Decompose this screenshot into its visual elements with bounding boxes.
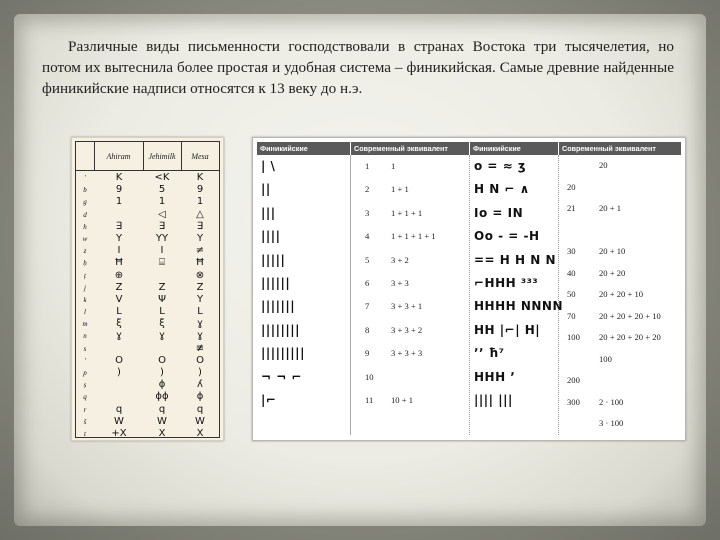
alphabet-cell: m xyxy=(82,320,88,329)
numerals-header-modern-2: Современный эквивалент xyxy=(559,142,681,155)
alphabet-cell: q xyxy=(196,403,204,415)
divider xyxy=(469,155,470,435)
numerals-cell: HHHH NNNN xyxy=(474,299,564,314)
alphabet-cell: š xyxy=(83,417,87,426)
alphabet-cell: k xyxy=(83,295,87,304)
numerals-cell: 300 xyxy=(567,396,580,407)
slide-text xyxy=(42,36,674,99)
numerals-cell: 20 + 20 + 20 + 20 xyxy=(599,332,661,342)
alphabet-cell: 9 xyxy=(196,184,204,196)
alphabet-cell: Y xyxy=(115,232,123,244)
numerals-cell: == H H N N xyxy=(474,252,556,267)
numerals-cell: 3 + 3 + 1 xyxy=(391,301,423,312)
numerals-cell: ¬ ¬ ⌐ xyxy=(261,369,303,384)
alphabet-cell: ≠ xyxy=(195,245,205,257)
numerals-cell: 200 xyxy=(567,375,580,385)
alphabet-cell: ṣ xyxy=(83,381,87,390)
alphabet-cell: g xyxy=(83,198,87,207)
alphabet-cell: V xyxy=(115,293,123,305)
alphabet-cell: ɣ xyxy=(197,318,203,330)
alphabet-cell: YY xyxy=(155,232,169,244)
alphabet-cell: W xyxy=(114,415,124,427)
alphabet-cell: W xyxy=(195,415,205,427)
numerals-cell: 3 + 2 xyxy=(391,254,409,265)
alphabet-cell: O xyxy=(196,354,204,366)
numerals-cell: 7 xyxy=(365,301,370,312)
alphabet-cell: ⊕ xyxy=(114,269,124,281)
numerals-cell: 2 · 100 xyxy=(599,396,624,407)
alphabet-cell: ⊗ xyxy=(195,269,205,281)
alphabet-cell: ξ xyxy=(159,318,165,330)
numerals-number-column-2 xyxy=(567,155,595,413)
numerals-cell xyxy=(599,370,681,392)
numerals-cell: 5 xyxy=(365,254,370,265)
numerals-cell: 40 xyxy=(567,267,576,278)
numerals-cell: 3 + 3 xyxy=(391,277,409,288)
alphabet-cell: Z xyxy=(196,281,204,293)
alphabet-cell: ◁ xyxy=(158,208,166,220)
numerals-cell: o = ≈ ʒ xyxy=(474,159,527,173)
alphabet-cell: ∃ xyxy=(115,220,123,232)
numerals-header-modern-1: Современный эквивалент xyxy=(351,142,469,155)
numerals-cell: |||||||| xyxy=(261,322,301,337)
alphabet-table-image xyxy=(71,137,224,441)
numerals-table-image xyxy=(252,137,686,441)
numerals-cell xyxy=(391,366,467,389)
alphabet-cell: X xyxy=(196,427,204,439)
alphabet-ahiram-column xyxy=(95,172,143,440)
alphabet-cell: I xyxy=(160,245,164,257)
numerals-cell xyxy=(567,349,595,371)
numerals-cell: 2 xyxy=(365,184,370,195)
numerals-sum-column-1 xyxy=(391,155,467,412)
numerals-cell: ||||||| xyxy=(261,299,296,314)
numerals-cell: Iо = IN xyxy=(474,205,524,220)
alphabet-cell: L xyxy=(116,306,122,318)
alphabet-cell: ξ xyxy=(116,318,122,330)
alphabet-cell: 9 xyxy=(115,184,123,196)
alphabet-cell: q xyxy=(83,393,87,402)
alphabet-cell: n xyxy=(83,332,87,341)
numerals-cell: 9 xyxy=(365,348,370,359)
alphabet-cell: <K xyxy=(154,172,170,183)
numerals-cell: HHH ʼ xyxy=(474,369,516,384)
numerals-cell: 21 xyxy=(567,203,576,213)
numerals-cell: |||||| xyxy=(261,275,291,290)
numerals-cell: 20 + 20 + 20 + 10 xyxy=(599,310,661,321)
alphabet-cell: 1 xyxy=(115,196,123,208)
alphabet-cell: ϕ xyxy=(158,379,166,391)
numerals-phoenician-column-2 xyxy=(474,155,564,412)
alphabet-cell: 1 xyxy=(196,196,204,208)
numerals-cell: 3 · 100 xyxy=(599,418,624,428)
alphabet-cell: Z xyxy=(115,281,123,293)
alphabet-cell: I xyxy=(117,245,121,257)
numerals-cell: 20 + 10 xyxy=(599,246,626,256)
numerals-cell: 20 xyxy=(599,160,608,170)
alphabet-cell: W xyxy=(157,415,167,427)
alphabet-cell: ) xyxy=(198,367,202,378)
alphabet-cell: ) xyxy=(117,367,121,378)
numerals-cell: Oo - = -H xyxy=(474,229,540,244)
alphabet-cell: K xyxy=(196,172,204,183)
numerals-cell: 1 xyxy=(365,161,370,171)
alphabet-table-frame xyxy=(75,141,220,438)
alphabet-cell: ɣ xyxy=(116,330,122,342)
numerals-cell: 4 xyxy=(365,231,370,242)
numerals-cell: 20 + 1 xyxy=(599,203,622,213)
alphabet-transliteration-column xyxy=(77,172,93,440)
numerals-cell: 3 + 3 + 2 xyxy=(391,324,423,335)
alphabet-cell: ⌸ xyxy=(159,257,165,269)
numerals-cell: 20 + 20 + 10 xyxy=(599,289,644,299)
alphabet-cell: h xyxy=(83,222,87,231)
alphabet-cell: 1 xyxy=(158,196,166,208)
alphabet-cell: q xyxy=(158,403,166,415)
alphabet-cell: ḥ xyxy=(83,259,87,268)
alphabet-cell: w xyxy=(82,234,88,243)
alphabet-cell: Ħ xyxy=(195,257,205,269)
alphabet-cell: ∃ xyxy=(158,220,166,232)
alphabet-cell: O xyxy=(158,354,166,366)
numerals-cell: ||||| xyxy=(261,252,286,267)
alphabet-cell: ɣ xyxy=(159,330,165,342)
alphabet-cell: q xyxy=(115,403,123,415)
numerals-cell: H N ⌐ ∧ xyxy=(474,182,530,197)
numerals-cell: 1 + 1 + 1 + 1 xyxy=(391,231,436,242)
alphabet-cell: L xyxy=(159,306,165,318)
intro-paragraph: Различные виды письменности господствовали в странах Востока три тысячелетия, но потом их вытеснила более простая и удобная система – финикийская. Самые древние найденные финикийские надписи относятся к 13 веку до н.э. xyxy=(42,38,674,97)
numerals-header-phoenician-1: Финикийские xyxy=(257,142,350,155)
alphabet-cell: Ħ xyxy=(114,257,124,269)
alphabet-cell: Y xyxy=(196,293,204,305)
numerals-cell: 3 xyxy=(365,207,370,218)
alphabet-cell: Y xyxy=(196,232,204,244)
numerals-cell xyxy=(599,177,681,199)
alphabet-cell: z xyxy=(83,247,87,256)
alphabet-cell: ≢ xyxy=(195,342,205,354)
alphabet-cell: t xyxy=(84,429,86,438)
numerals-cell: 10 + 1 xyxy=(391,394,414,405)
alphabet-cell: △ xyxy=(196,208,204,220)
numerals-cell: 10 xyxy=(365,371,374,382)
alphabet-cell: ) xyxy=(160,367,164,378)
numerals-cell: 3 + 3 + 3 xyxy=(391,348,423,359)
alphabet-mesa-column xyxy=(181,172,219,440)
alphabet-cell: ϕϕ xyxy=(155,391,169,403)
numerals-cell: 1 + 1 + 1 xyxy=(391,207,423,218)
alphabet-header-jehimilk: Jehimilk xyxy=(143,142,182,171)
alphabet-cell: d xyxy=(83,210,87,219)
alphabet-cell: +X xyxy=(111,427,127,439)
numerals-cell: 100 xyxy=(599,353,612,364)
numerals-cell xyxy=(567,220,595,242)
numerals-cell: ||| xyxy=(261,205,276,220)
numerals-phoenician-column-1 xyxy=(261,155,347,412)
numerals-cell: 8 xyxy=(365,324,370,335)
numerals-cell xyxy=(599,220,681,242)
alphabet-cell: 5 xyxy=(158,184,166,196)
numerals-cell: 50 xyxy=(567,289,576,299)
numerals-cell: |||| ||| xyxy=(474,392,513,407)
alphabet-cell: O xyxy=(115,354,123,366)
numerals-cell: |||| xyxy=(261,229,281,244)
alphabet-cell: ' xyxy=(84,356,86,365)
numerals-cell: 1 + 1 xyxy=(391,184,409,195)
alphabet-cell: l xyxy=(84,308,86,317)
alphabet-cell: ϕ xyxy=(196,391,204,403)
numerals-cell: ⌐HHH ³³³ xyxy=(474,275,539,290)
numerals-cell xyxy=(567,155,595,177)
alphabet-cell: ṭ xyxy=(84,271,86,280)
alphabet-cell: K xyxy=(115,172,123,183)
numerals-cell: HH |⌐| H| xyxy=(474,322,541,337)
numerals-cell: 100 xyxy=(567,332,580,342)
alphabet-cell: L xyxy=(197,306,203,318)
alphabet-cell: X xyxy=(158,427,166,439)
numerals-cell: 20 + 20 xyxy=(599,267,626,278)
numerals-cell: ||||||||| xyxy=(261,346,305,361)
numerals-cell: 6 xyxy=(365,277,370,288)
alphabet-cell: r xyxy=(83,405,87,414)
alphabet-jehimilk-column xyxy=(143,172,181,440)
numerals-cell: ʼʼ ħ⁷ xyxy=(474,346,505,361)
alphabet-header-ahiram: Ahiram xyxy=(94,142,144,171)
numerals-cell: |⌐ xyxy=(261,392,277,407)
numerals-cell: 70 xyxy=(567,310,576,321)
alphabet-cell: j xyxy=(84,283,86,292)
numerals-cell: 30 xyxy=(567,246,576,256)
alphabet-cell: b xyxy=(83,186,87,195)
numerals-number-column-1 xyxy=(365,155,385,412)
alphabet-cell: s xyxy=(83,344,87,353)
numerals-sum-column-2 xyxy=(599,155,681,435)
divider xyxy=(350,155,351,435)
numerals-cell: || xyxy=(261,182,271,197)
alphabet-cell: ∃ xyxy=(196,220,204,232)
numerals-header-phoenician-2: Финикийские xyxy=(470,142,558,155)
alphabet-header-mesa: Mesa xyxy=(181,142,219,171)
alphabet-header-blank xyxy=(76,142,95,171)
alphabet-cell: ɣ xyxy=(197,330,203,342)
numerals-cell: | \ xyxy=(261,159,276,173)
alphabet-cell: Z xyxy=(158,281,166,293)
numerals-cell: 11 xyxy=(365,394,374,405)
alphabet-cell: ʎ xyxy=(197,379,203,391)
alphabet-cell: p xyxy=(83,369,87,377)
alphabet-cell: Ψ xyxy=(158,293,166,305)
numerals-cell: 1 xyxy=(391,161,396,171)
divider xyxy=(558,155,559,435)
numerals-cell: 20 xyxy=(567,181,576,192)
alphabet-cell: ' xyxy=(84,174,86,182)
